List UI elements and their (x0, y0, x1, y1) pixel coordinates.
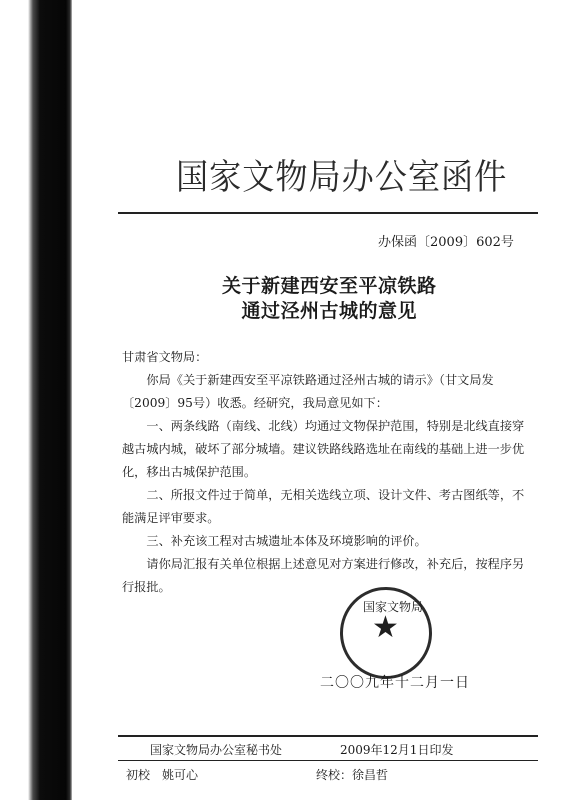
salutation: 甘肃省文物局： (122, 350, 208, 364)
letterhead-rule (118, 212, 538, 214)
subject-line-2: 通过泾州古城的意见 (241, 300, 418, 322)
seal-text: 国家文物局 (363, 600, 424, 614)
star-icon: ★ (372, 610, 399, 645)
signature-date: 二〇〇九年十二月一日 (320, 675, 470, 691)
official-seal (340, 587, 432, 679)
footer-proofread: 初校 姚可心 (126, 768, 199, 782)
letter-body (122, 346, 532, 599)
subject-heading (222, 274, 437, 324)
letterhead-title: 国家文物局办公室函件 (176, 158, 508, 198)
footer-rule-top (118, 735, 538, 737)
body-paragraph-closing: 请你局汇报有关单位根据上述意见对方案进行修改，补充后，按程序另行报批。 (122, 557, 525, 594)
footer-final-check: 终校：徐昌哲 (316, 768, 389, 782)
footer-rule-bottom (118, 760, 538, 761)
document-number: 办保函〔2009〕602号 (378, 235, 514, 250)
footer-print-date: 2009年12月1日印发 (340, 743, 454, 757)
letter-page (72, 0, 581, 800)
body-paragraph-2: 二、所报文件过于简单，无相关选线立项、设计文件、考古图纸等，不能满足评审要求。 (122, 488, 525, 525)
body-paragraph-intro: 你局《关于新建西安至平凉铁路通过泾州古城的请示》（甘文局发〔2009〕95号）收悉。经研究，我局意见如下： (122, 373, 494, 410)
subject-line-1: 关于新建西安至平凉铁路 (222, 275, 437, 297)
body-paragraph-1: 一、两条线路（南线、北线）均通过文物保护范围，特别是北线直接穿越古城内城，破坏了部分城墙。建议铁路线路选址在南线的基础上进一步优化，移出古城保护范围。 (122, 419, 525, 479)
scan-edge (0, 0, 72, 800)
body-paragraph-3: 三、补充该工程对古城遗址本体及环境影响的评价。 (146, 534, 427, 548)
footer-issuer: 国家文物局办公室秘书处 (150, 743, 283, 757)
